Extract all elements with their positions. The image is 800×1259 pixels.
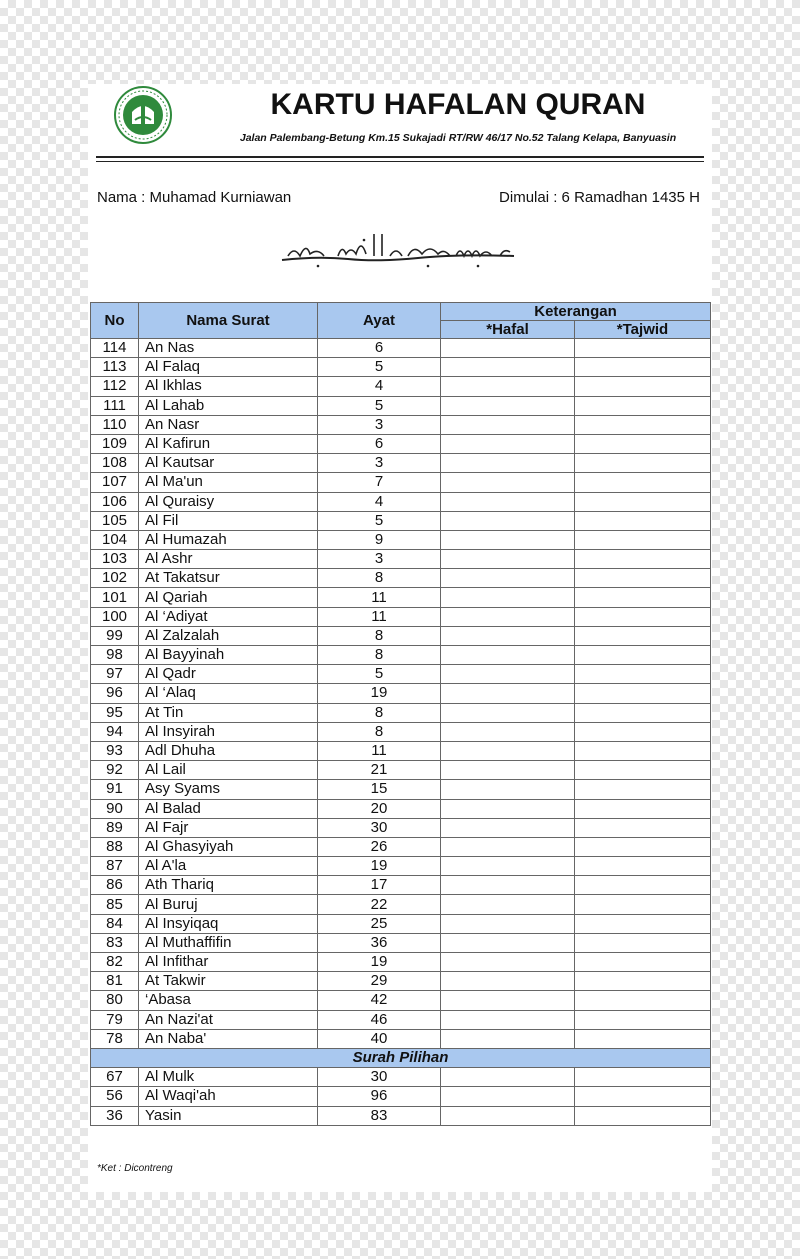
tajwid-check-cell[interactable]	[575, 1068, 711, 1087]
hafal-check-cell[interactable]	[441, 339, 575, 358]
ayat-count: 15	[318, 780, 441, 799]
table-row	[91, 1106, 711, 1125]
table-row	[91, 1029, 711, 1048]
school-address: Jalan Palembang-Betung Km.15 Sukajadi RT/RW 46/17 No.52 Talang Kelapa, Banyuasin	[239, 132, 677, 144]
ayat-count: 83	[318, 1106, 441, 1125]
table-row	[91, 396, 711, 415]
footnote: *Ket : Dicontreng	[97, 1163, 173, 1174]
table-row	[91, 511, 711, 530]
hafal-check-cell[interactable]	[441, 684, 575, 703]
mosque-seal-icon	[114, 86, 172, 144]
hafal-check-cell[interactable]	[441, 914, 575, 933]
surah-name: Al ‘Alaq	[139, 684, 318, 703]
table-row	[91, 741, 711, 760]
ayat-count: 26	[318, 837, 441, 856]
hafal-check-cell[interactable]	[441, 703, 575, 722]
surah-name: Al Kafirun	[139, 434, 318, 453]
table-row	[91, 991, 711, 1010]
surah-name: At Tin	[139, 703, 318, 722]
surah-number: 102	[91, 569, 139, 588]
hafal-check-cell[interactable]	[441, 953, 575, 972]
table-row	[91, 914, 711, 933]
hafal-check-cell[interactable]	[441, 780, 575, 799]
tajwid-check-cell[interactable]	[575, 454, 711, 473]
tajwid-check-cell[interactable]	[575, 933, 711, 952]
surah-number: 78	[91, 1029, 139, 1048]
hafal-check-cell[interactable]	[441, 550, 575, 569]
surah-number: 108	[91, 454, 139, 473]
surah-name: Al A'la	[139, 857, 318, 876]
header-divider-thin	[96, 161, 704, 162]
surah-name: Al Waqi'ah	[139, 1087, 318, 1106]
hafal-check-cell[interactable]	[441, 818, 575, 837]
surah-list	[91, 339, 711, 1049]
tajwid-check-cell[interactable]	[575, 972, 711, 991]
surah-name: Al Fajr	[139, 818, 318, 837]
ayat-count: 5	[318, 358, 441, 377]
tajwid-check-cell[interactable]	[575, 722, 711, 741]
surah-name: Al Lail	[139, 761, 318, 780]
table-row	[91, 818, 711, 837]
surah-number: 86	[91, 876, 139, 895]
basmala-calligraphy-icon	[278, 226, 518, 272]
col-header-keterangan: Keterangan	[441, 303, 711, 321]
tajwid-check-cell[interactable]	[575, 339, 711, 358]
hafal-check-cell[interactable]	[441, 607, 575, 626]
surah-name: Al Kautsar	[139, 454, 318, 473]
ayat-count: 4	[318, 377, 441, 396]
ayat-count: 19	[318, 857, 441, 876]
table-row	[91, 933, 711, 952]
ayat-count: 46	[318, 1010, 441, 1029]
hafal-check-cell[interactable]	[441, 972, 575, 991]
surah-name: Al Muthaffifin	[139, 933, 318, 952]
tajwid-check-cell[interactable]	[575, 358, 711, 377]
table-row	[91, 588, 711, 607]
tajwid-check-cell[interactable]	[575, 953, 711, 972]
surah-name: An Nas	[139, 339, 318, 358]
tajwid-check-cell[interactable]	[575, 665, 711, 684]
hafal-check-cell[interactable]	[441, 741, 575, 760]
surah-number: 100	[91, 607, 139, 626]
surah-number: 81	[91, 972, 139, 991]
table-row	[91, 530, 711, 549]
hafal-check-cell[interactable]	[441, 454, 575, 473]
surah-pilihan-list	[91, 1068, 711, 1126]
ayat-count: 7	[318, 473, 441, 492]
table-row	[91, 550, 711, 569]
tajwid-check-cell[interactable]	[575, 799, 711, 818]
tajwid-check-cell[interactable]	[575, 895, 711, 914]
surah-number: 95	[91, 703, 139, 722]
surah-name: Al Insyirah	[139, 722, 318, 741]
tajwid-check-cell[interactable]	[575, 646, 711, 665]
surah-number: 56	[91, 1087, 139, 1106]
hafal-check-cell[interactable]	[441, 895, 575, 914]
surah-number: 82	[91, 953, 139, 972]
hafal-check-cell[interactable]	[441, 837, 575, 856]
table-row	[91, 837, 711, 856]
tajwid-check-cell[interactable]	[575, 837, 711, 856]
table-row	[91, 857, 711, 876]
surah-name: An Nazi'at	[139, 1010, 318, 1029]
ayat-count: 8	[318, 722, 441, 741]
ayat-count: 40	[318, 1029, 441, 1048]
ayat-count: 42	[318, 991, 441, 1010]
card-title: KARTU HAFALAN QURAN	[270, 88, 646, 121]
surah-name: Al Infithar	[139, 953, 318, 972]
tajwid-check-cell[interactable]	[575, 914, 711, 933]
surah-number: 97	[91, 665, 139, 684]
surah-name: Al ‘Adiyat	[139, 607, 318, 626]
tajwid-check-cell[interactable]	[575, 1087, 711, 1106]
ayat-count: 8	[318, 569, 441, 588]
table-row	[91, 626, 711, 645]
table-row	[91, 684, 711, 703]
hafal-check-cell[interactable]	[441, 665, 575, 684]
surah-name: Ath Thariq	[139, 876, 318, 895]
table-row	[91, 799, 711, 818]
tajwid-check-cell[interactable]	[575, 377, 711, 396]
hafal-check-cell[interactable]	[441, 761, 575, 780]
tajwid-check-cell[interactable]	[575, 1106, 711, 1125]
tajwid-check-cell[interactable]	[575, 741, 711, 760]
surah-number: 89	[91, 818, 139, 837]
surah-name: An Naba'	[139, 1029, 318, 1048]
surah-name: Al Mulk	[139, 1068, 318, 1087]
hafal-check-cell[interactable]	[441, 1106, 575, 1125]
surah-name: Al Quraisy	[139, 492, 318, 511]
surah-number: 88	[91, 837, 139, 856]
surah-name: ‘Abasa	[139, 991, 318, 1010]
surah-number: 103	[91, 550, 139, 569]
table-row	[91, 454, 711, 473]
hafal-check-cell[interactable]	[441, 857, 575, 876]
hafal-check-cell[interactable]	[441, 377, 575, 396]
col-header-no: No	[91, 303, 139, 339]
col-header-ayat: Ayat	[318, 303, 441, 339]
tajwid-check-cell[interactable]	[575, 588, 711, 607]
hafalan-table	[90, 302, 711, 1126]
ayat-count: 29	[318, 972, 441, 991]
surah-number: 101	[91, 588, 139, 607]
surah-number: 99	[91, 626, 139, 645]
surah-number: 105	[91, 511, 139, 530]
surah-name: Al Fil	[139, 511, 318, 530]
ayat-count: 19	[318, 953, 441, 972]
surah-number: 113	[91, 358, 139, 377]
hafal-check-cell[interactable]	[441, 876, 575, 895]
hafal-check-cell[interactable]	[441, 722, 575, 741]
ayat-count: 8	[318, 703, 441, 722]
hafal-check-cell[interactable]	[441, 933, 575, 952]
surah-name: Al Ashr	[139, 550, 318, 569]
table-row	[91, 1068, 711, 1087]
surah-number: 109	[91, 434, 139, 453]
table-row	[91, 876, 711, 895]
ayat-count: 4	[318, 492, 441, 511]
surah-number: 106	[91, 492, 139, 511]
table-row	[91, 358, 711, 377]
ayat-count: 19	[318, 684, 441, 703]
ayat-count: 21	[318, 761, 441, 780]
col-header-name: Nama Surat	[139, 303, 318, 339]
hafal-check-cell[interactable]	[441, 492, 575, 511]
ayat-count: 36	[318, 933, 441, 952]
surah-number: 36	[91, 1106, 139, 1125]
surah-name: Al Falaq	[139, 358, 318, 377]
table-row	[91, 415, 711, 434]
surah-number: 80	[91, 991, 139, 1010]
tajwid-check-cell[interactable]	[575, 511, 711, 530]
hafal-check-cell[interactable]	[441, 358, 575, 377]
hafal-check-cell[interactable]	[441, 569, 575, 588]
ayat-count: 30	[318, 818, 441, 837]
table-row	[91, 722, 711, 741]
surah-number: 84	[91, 914, 139, 933]
surah-number: 111	[91, 396, 139, 415]
surah-name: Al Ghasyiyah	[139, 837, 318, 856]
surah-number: 87	[91, 857, 139, 876]
tajwid-check-cell[interactable]	[575, 492, 711, 511]
surah-number: 110	[91, 415, 139, 434]
header-divider	[96, 156, 704, 158]
hafal-check-cell[interactable]	[441, 434, 575, 453]
surah-number: 98	[91, 646, 139, 665]
section-header-row	[91, 1048, 711, 1067]
surah-name: Al Buruj	[139, 895, 318, 914]
hafal-check-cell[interactable]	[441, 1068, 575, 1087]
ayat-count: 22	[318, 895, 441, 914]
ayat-count: 5	[318, 396, 441, 415]
surah-name: Al Ikhlas	[139, 377, 318, 396]
surah-number: 93	[91, 741, 139, 760]
start-date: Dimulai : 6 Ramadhan 1435 H	[499, 189, 700, 206]
table-row	[91, 703, 711, 722]
surah-name: Adl Dhuha	[139, 741, 318, 760]
ayat-count: 8	[318, 646, 441, 665]
hafal-check-cell[interactable]	[441, 473, 575, 492]
tajwid-check-cell[interactable]	[575, 703, 711, 722]
tajwid-check-cell[interactable]	[575, 684, 711, 703]
ayat-count: 11	[318, 588, 441, 607]
ayat-count: 8	[318, 626, 441, 645]
table-row	[91, 339, 711, 358]
tajwid-check-cell[interactable]	[575, 991, 711, 1010]
surah-number: 94	[91, 722, 139, 741]
table-row	[91, 665, 711, 684]
surah-pilihan-section	[91, 1048, 711, 1067]
tajwid-check-cell[interactable]	[575, 876, 711, 895]
table-row	[91, 895, 711, 914]
ayat-count: 96	[318, 1087, 441, 1106]
hafal-check-cell[interactable]	[441, 646, 575, 665]
table-row	[91, 953, 711, 972]
col-header-hafal: *Hafal	[441, 321, 575, 339]
tajwid-check-cell[interactable]	[575, 415, 711, 434]
table-row	[91, 1087, 711, 1106]
surah-name: Al Ma'un	[139, 473, 318, 492]
surah-name: Al Humazah	[139, 530, 318, 549]
surah-name: Al Qadr	[139, 665, 318, 684]
ayat-count: 20	[318, 799, 441, 818]
surah-name: Al Insyiqaq	[139, 914, 318, 933]
tajwid-check-cell[interactable]	[575, 780, 711, 799]
tajwid-check-cell[interactable]	[575, 1029, 711, 1048]
tajwid-check-cell[interactable]	[575, 761, 711, 780]
surah-number: 92	[91, 761, 139, 780]
surah-name: Al Qariah	[139, 588, 318, 607]
surah-number: 104	[91, 530, 139, 549]
tajwid-check-cell[interactable]	[575, 434, 711, 453]
hafal-check-cell[interactable]	[441, 511, 575, 530]
hafal-check-cell[interactable]	[441, 588, 575, 607]
hafal-check-cell[interactable]	[441, 1087, 575, 1106]
table-row	[91, 607, 711, 626]
tajwid-check-cell[interactable]	[575, 818, 711, 837]
table-row	[91, 473, 711, 492]
hafal-check-cell[interactable]	[441, 991, 575, 1010]
table-row	[91, 1010, 711, 1029]
surah-number: 90	[91, 799, 139, 818]
ayat-count: 25	[318, 914, 441, 933]
ayat-count: 9	[318, 530, 441, 549]
surah-name: Al Balad	[139, 799, 318, 818]
ayat-count: 11	[318, 607, 441, 626]
surah-name: Al Bayyinah	[139, 646, 318, 665]
surah-number: 79	[91, 1010, 139, 1029]
surah-name: At Takatsur	[139, 569, 318, 588]
hafal-check-cell[interactable]	[441, 1010, 575, 1029]
table-row	[91, 569, 711, 588]
surah-number: 114	[91, 339, 139, 358]
card-sheet	[88, 84, 712, 1192]
surah-name: An Nasr	[139, 415, 318, 434]
surah-number: 83	[91, 933, 139, 952]
table-row	[91, 646, 711, 665]
ayat-count: 17	[318, 876, 441, 895]
ayat-count: 30	[318, 1068, 441, 1087]
surah-number: 85	[91, 895, 139, 914]
surah-number: 107	[91, 473, 139, 492]
surah-name: Al Zalzalah	[139, 626, 318, 645]
ayat-count: 3	[318, 550, 441, 569]
tajwid-check-cell[interactable]	[575, 607, 711, 626]
ayat-count: 5	[318, 665, 441, 684]
table-row	[91, 377, 711, 396]
hafal-check-cell[interactable]	[441, 415, 575, 434]
table-row	[91, 972, 711, 991]
tajwid-check-cell[interactable]	[575, 550, 711, 569]
hafal-check-cell[interactable]	[441, 530, 575, 549]
surah-number: 91	[91, 780, 139, 799]
student-name: Nama : Muhamad Kurniawan	[97, 189, 292, 206]
ayat-count: 3	[318, 454, 441, 473]
surah-name: Yasin	[139, 1106, 318, 1125]
surah-name: Asy Syams	[139, 780, 318, 799]
tajwid-check-cell[interactable]	[575, 396, 711, 415]
tajwid-check-cell[interactable]	[575, 530, 711, 549]
tajwid-check-cell[interactable]	[575, 857, 711, 876]
ayat-count: 11	[318, 741, 441, 760]
tajwid-check-cell[interactable]	[575, 626, 711, 645]
section-label: Surah Pilihan	[91, 1048, 711, 1067]
table-row	[91, 434, 711, 453]
ayat-count: 3	[318, 415, 441, 434]
surah-name: At Takwir	[139, 972, 318, 991]
hafal-check-cell[interactable]	[441, 799, 575, 818]
col-header-tajwid: *Tajwid	[575, 321, 711, 339]
table-row	[91, 761, 711, 780]
ayat-count: 6	[318, 434, 441, 453]
surah-number: 67	[91, 1068, 139, 1087]
table-row	[91, 780, 711, 799]
table-row	[91, 492, 711, 511]
surah-number: 112	[91, 377, 139, 396]
ayat-count: 5	[318, 511, 441, 530]
hafal-check-cell[interactable]	[441, 396, 575, 415]
surah-number: 96	[91, 684, 139, 703]
tajwid-check-cell[interactable]	[575, 1010, 711, 1029]
surah-name: Al Lahab	[139, 396, 318, 415]
hafal-check-cell[interactable]	[441, 1029, 575, 1048]
hafal-check-cell[interactable]	[441, 626, 575, 645]
tajwid-check-cell[interactable]	[575, 473, 711, 492]
tajwid-check-cell[interactable]	[575, 569, 711, 588]
ayat-count: 6	[318, 339, 441, 358]
